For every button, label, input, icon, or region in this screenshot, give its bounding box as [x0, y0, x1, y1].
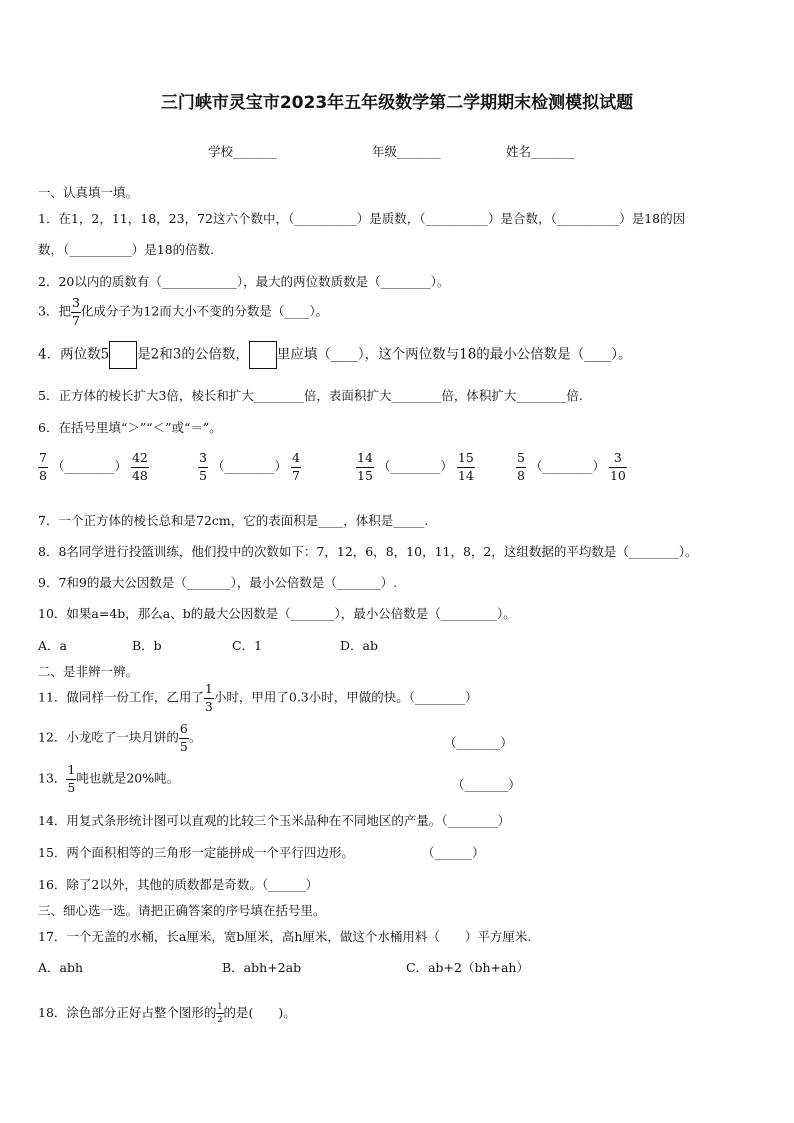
numerator: 15: [457, 452, 475, 468]
question-15: 15．两个面积相等的三角形一定能拼成一个平行四边形。: [38, 845, 354, 860]
question-8: 8．8名同学进行投篮训练，他们投中的次数如下：7，12，6，8，10，11，8，2，这组数据的平均数是（________）。: [38, 544, 698, 559]
name-field: 姓名_______: [506, 144, 575, 159]
question-11-prefix: 11．做同样一份工作，乙用了: [38, 689, 204, 705]
option-d[interactable]: D．ab: [340, 638, 378, 653]
question-12: [38, 723, 201, 753]
answer-blank[interactable]: （______）: [422, 845, 485, 860]
question-1-line-2: 数，（__________）是18的倍数.: [38, 242, 215, 257]
answer-box[interactable]: [249, 341, 277, 369]
question-13-prefix: 13．: [38, 770, 67, 786]
compare-item-4: [516, 452, 627, 482]
question-9: 9．7和9的最大公因数是（_______），最小公倍数是（_______）.: [38, 575, 398, 590]
question-4: [38, 341, 632, 369]
page-title: 三门峡市灵宝市2023年五年级数学第二学期期末检测模拟试题: [160, 93, 634, 113]
question-4-suffix: 里应填（____），这个两位数与18的最小公倍数是（____）。: [276, 346, 632, 363]
denominator: 48: [131, 467, 148, 483]
numerator: 5: [516, 452, 526, 468]
compare-item-2: [198, 452, 301, 482]
option-a[interactable]: A．a: [38, 638, 67, 653]
denominator: 5: [67, 779, 76, 795]
denominator: 14: [457, 467, 474, 483]
answer-blank[interactable]: （_______）: [444, 735, 513, 750]
question-16: 16．除了2以外，其他的质数都是奇数。（______）: [38, 877, 319, 892]
school-field: 学校_______: [208, 144, 277, 159]
numerator: 1: [66, 764, 76, 780]
section-2-heading: 二、是非辨一辨。: [38, 664, 139, 679]
numerator: 1: [216, 1003, 223, 1014]
denominator: 15: [357, 467, 373, 483]
question-1-line-1: 1．在1，2，11，18，23，72这六个数中，（__________）是质数，（__________）是合数，（__________）是18的因: [38, 211, 686, 226]
question-14: 14．用复式条形统计图可以直观的比较三个玉米品种在不同地区的产量。（________）: [38, 813, 511, 828]
section-1-heading: 一、认真填一填。: [38, 185, 139, 200]
denominator: 2: [217, 1015, 223, 1024]
grade-field: 年级_______: [372, 144, 441, 159]
question-4-prefix: 4．两位数5: [38, 346, 110, 363]
option-c[interactable]: C．1: [232, 638, 263, 653]
numerator: 3: [71, 297, 81, 313]
question-3: [38, 297, 328, 327]
numerator: 7: [38, 452, 48, 468]
numerator: 3: [198, 452, 208, 468]
question-4-middle: 是2和3的公倍数，: [137, 346, 249, 363]
fraction: [179, 723, 189, 753]
answer-blank[interactable]: （________）: [211, 458, 287, 474]
fraction: [38, 452, 48, 482]
question-13: [38, 764, 179, 794]
fraction: [198, 452, 208, 482]
answer-blank[interactable]: （_______）: [452, 777, 521, 792]
section-3-heading: 三、细心选一选。请把正确答案的序号填在括号里。: [38, 903, 326, 918]
question-7: 7．一个正方体的棱长总和是72cm，它的表面积是____，体积是_____.: [38, 513, 429, 528]
fraction: [457, 452, 475, 482]
option-a[interactable]: A．abh: [38, 960, 84, 975]
denominator: 3: [204, 698, 213, 714]
question-11-suffix: 小时，甲用了0.3小时，甲做的快。（________）: [213, 689, 478, 705]
answer-blank[interactable]: （________）: [377, 458, 453, 474]
question-18: [38, 1003, 296, 1024]
denominator: 8: [517, 467, 525, 483]
numerator: 42: [131, 452, 149, 468]
question-18-prefix: 18．涂色部分正好占整个图形的: [38, 1005, 217, 1020]
numerator: 14: [356, 452, 374, 468]
answer-blank[interactable]: （________）: [529, 458, 605, 474]
option-b[interactable]: B．b: [132, 638, 162, 653]
compare-item-3: [356, 452, 475, 482]
question-13-suffix: 吨也就是20%吨。: [76, 770, 180, 786]
compare-item-1: [38, 452, 149, 482]
option-c[interactable]: C．ab+2（bh+ah）: [406, 960, 529, 975]
denominator: 8: [39, 467, 47, 483]
question-2: 2．20以内的质数有（____________），最大的两位数质数是（________）。: [38, 274, 450, 289]
fraction: [216, 1003, 223, 1024]
question-11: [38, 683, 478, 713]
numerator: 4: [291, 452, 301, 468]
fraction: [204, 683, 214, 713]
denominator: 5: [199, 467, 207, 483]
numerator: 3: [609, 452, 627, 468]
denominator: 5: [179, 738, 188, 754]
denominator: 7: [291, 467, 300, 483]
question-5: 5．正方体的棱长扩大3倍，棱长和扩大________倍，表面积扩大________倍，体积扩大________倍.: [38, 388, 583, 403]
fraction: [66, 764, 76, 794]
question-10: 10．如果a=4b，那么a、b的最大公因数是（_______），最小公倍数是（_________）。: [38, 606, 516, 621]
denominator: 10: [609, 467, 626, 483]
numerator: 1: [204, 683, 214, 699]
question-12-suffix: 。: [188, 729, 202, 745]
numerator: 6: [179, 723, 189, 739]
denominator: 7: [71, 312, 80, 328]
question-6: 6．在括号里填“＞”“＜”或“＝”。: [38, 420, 222, 435]
question-3-suffix: 化成分子为12而大小不变的分数是（____）。: [80, 303, 329, 319]
fraction: [71, 297, 81, 327]
question-12-prefix: 12．小龙吃了一块月饼的: [38, 729, 179, 745]
answer-blank[interactable]: （________）: [51, 458, 127, 474]
question-17: 17．一个无盖的水桶，长a厘米，宽b厘米，高h厘米，做这个水桶用料（ ）平方厘米.: [38, 929, 532, 944]
fraction: [609, 452, 627, 482]
fraction: [356, 452, 374, 482]
answer-box[interactable]: [109, 341, 137, 369]
question-18-suffix: 的是( )。: [223, 1005, 296, 1020]
question-3-prefix: 3．把: [38, 303, 71, 319]
option-b[interactable]: B．abh+2ab: [222, 960, 302, 975]
fraction: [516, 452, 526, 482]
fraction: [131, 452, 149, 482]
fraction: [291, 452, 301, 482]
